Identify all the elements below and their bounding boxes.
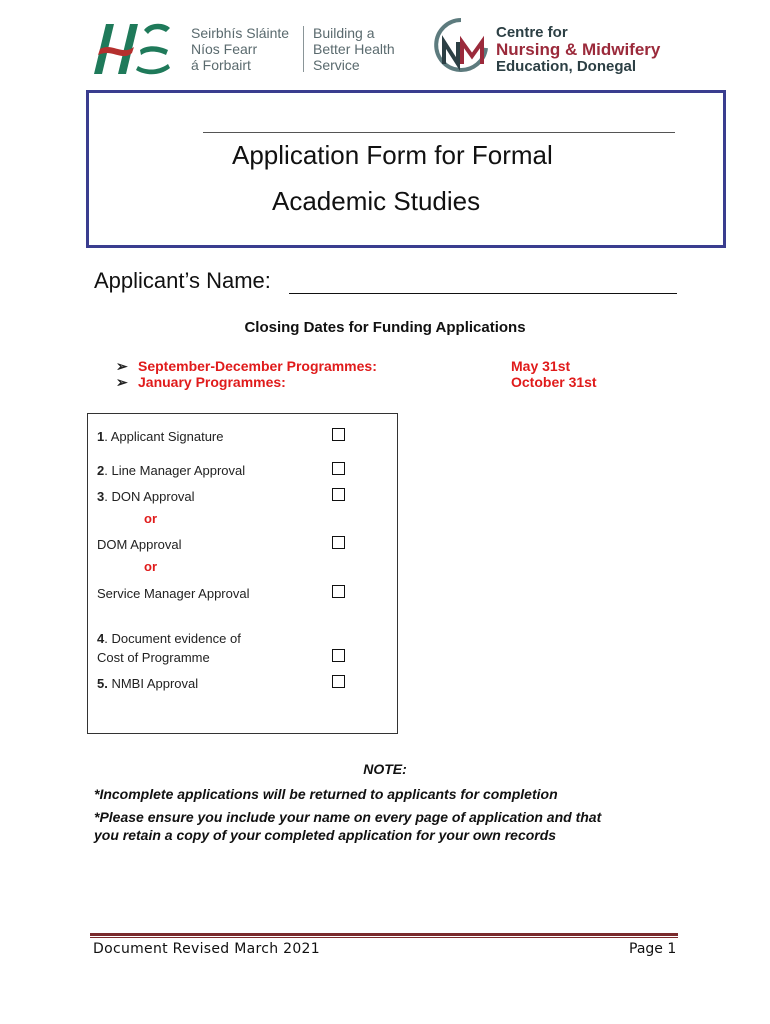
checklist-item-line-manager: 2. Line Manager Approval	[97, 463, 246, 478]
checklist-item-cost-of-programme: Cost of Programme	[97, 650, 210, 665]
note-line-2: *Please ensure you include your name on every page of application and that	[94, 809, 602, 825]
checklist-item-dom: DOM Approval	[97, 537, 182, 552]
form-title-line-2: Academic Studies	[272, 186, 481, 216]
closing-date-jan: October 31st	[511, 374, 597, 390]
footer-revision: Document Revised March 2021	[93, 941, 320, 957]
applicant-name-label: Applicant’s Name:	[94, 268, 271, 293]
hse-logo	[92, 20, 172, 78]
applicant-name-field[interactable]	[289, 293, 677, 294]
closing-item-jan: ➢ January Programmes:	[116, 374, 286, 390]
checkbox-don[interactable]	[332, 488, 345, 501]
form-title-line-1: Application Form for Formal	[232, 140, 553, 170]
checkbox-service-manager[interactable]	[332, 585, 345, 598]
checklist-item-applicant-signature: 1. Applicant Signature	[97, 429, 224, 444]
note-title: NOTE:	[363, 761, 407, 777]
checkbox-dom[interactable]	[332, 536, 345, 549]
checklist-item-don: 3. DON Approval	[97, 489, 195, 504]
closing-item-sep-dec: ➢ September-December Programmes:	[116, 358, 377, 374]
closing-date-sep-dec: May 31st	[511, 358, 571, 374]
or-separator: or	[144, 511, 157, 526]
footer-rule	[90, 933, 678, 936]
checkbox-nmbi[interactable]	[332, 675, 345, 688]
checklist-item-service-manager: Service Manager Approval	[97, 586, 250, 601]
title-rule	[203, 132, 675, 133]
hse-english-tagline: Building a Better Health Service	[313, 25, 395, 73]
centre-name: Centre for Nursing & Midwifery Education, Donegal	[496, 24, 661, 75]
footer-rule-thin	[90, 937, 678, 938]
checkbox-line-manager[interactable]	[332, 462, 345, 475]
hse-irish-tagline: Seirbhís Sláinte Níos Fearr á Forbairt	[191, 25, 290, 73]
arrow-bullet-icon: ➢	[116, 358, 128, 374]
footer-page-number: Page 1	[629, 941, 677, 957]
checkbox-applicant-signature[interactable]	[332, 428, 345, 441]
closing-dates-title: Closing Dates for Funding Applications	[244, 319, 526, 336]
arrow-bullet-icon: ➢	[116, 374, 128, 390]
checklist-item-document-evidence: 4. Document evidence of	[97, 631, 241, 646]
checkbox-document-evidence[interactable]	[332, 649, 345, 662]
note-line-3: you retain a copy of your completed application for your own records	[94, 827, 557, 843]
nm-logo	[428, 16, 494, 74]
or-separator: or	[144, 559, 157, 574]
checklist-item-nmbi: 5. NMBI Approval	[97, 676, 199, 691]
note-line-1: *Incomplete applications will be returned to applicants for completion	[94, 786, 558, 802]
hse-divider	[303, 26, 304, 72]
